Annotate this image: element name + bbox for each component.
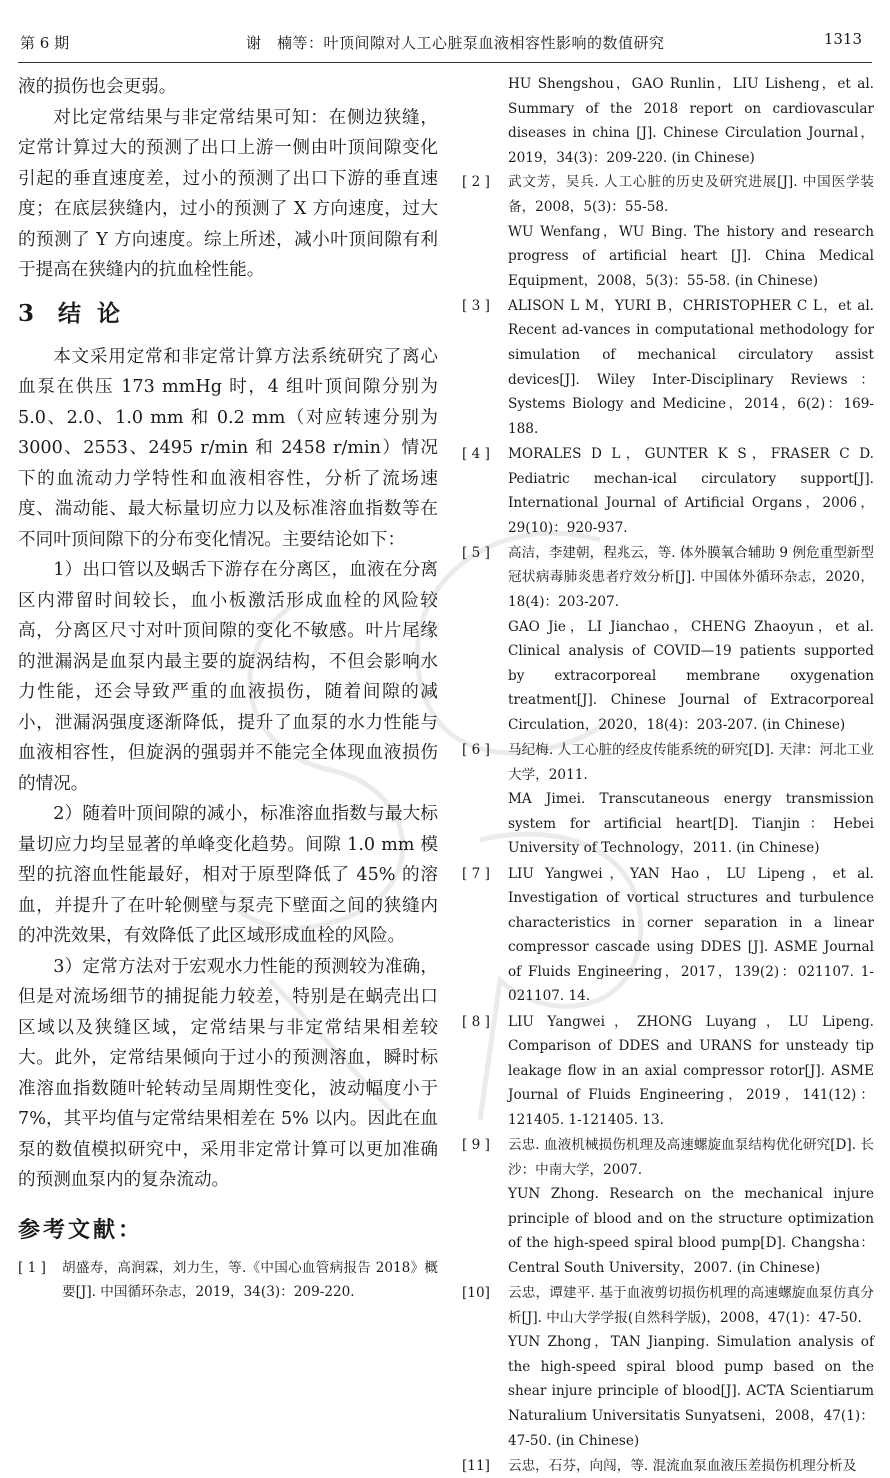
reference-number: [ 2 ]	[462, 174, 490, 191]
reference-text: 高洁，李建朝，程兆云，等. 体外膜氧合辅助 9 例危重型新型冠状病毒肺炎患者疗效分析[J]. 中国体外循环杂志，2020，18(4)：203-207.	[508, 544, 874, 610]
reference-translation-continued: HU Shengshou，GAO Runlin，LIU Lisheng，et al. Summary of the 2018 report on cardiovascular diseases in china [J]. Chinese Circulation Journal，2019，34(3)：209-220. (in Chinese)	[508, 76, 874, 166]
conclusion-item-3: 3）定常方法对于宏观水力性能的预测较为准确，但是对流场细节的捕捉能力较差，特别是在蜗壳出口区域以及狭缝区域，定常结果与非定常结果相差较大。此外，定常结果倾向于过小的预测溶血，瞬时标准溶血指数随叶轮转动呈周期性变化，波动幅度小于 7%，其平均值与定常结果相差在 5% 以内。因此在血泵的数值模拟研究中，采用非定常计算可以更加准确的预测血泵内的复杂流动。	[18, 956, 438, 1190]
reference-translation: MA Jimei. Transcutaneous energy transmission system for artificial heart[D]. Tianjin：Hebei University of Technology，2011. (in Chinese)	[508, 791, 874, 857]
reference-entry	[462, 541, 874, 738]
reference-text: 云忠，石芬，向闯，等. 混流血泵血液压差损伤机理分析及	[508, 1457, 857, 1474]
reference-text: 胡盛寿，高润霖，刘力生，等.《中国心血管病报告 2018》概要[J]. 中国循环杂志，2019，34(3)：209-220.	[62, 1259, 438, 1301]
reference-entry	[462, 294, 874, 442]
reference-translation: WU Wenfang，WU Bing. The history and research progress of artificial heart [J]. China Medical Equipment，2008，5(3)：55-58. (in Chinese)	[508, 223, 874, 289]
reference-text: ALISON L M，YURI B，CHRISTOPHER C L，et al. Recent ad-vances in computational methodology for simulation of mechanical circulatory assist devices[J]. Wiley Inter-Disciplinary Reviews：Systems Biology and Medicine，2014，6(2)：169-188.	[508, 297, 874, 437]
reference-number: [ 9 ]	[462, 1137, 490, 1154]
reference-text: 武文芳，吴兵. 人工心脏的历史及研究进展[J]. 中国医学装备，2008，5(3)：55-58.	[508, 174, 874, 215]
reference-entry	[462, 1133, 874, 1281]
references-heading: 参考文献：	[18, 1216, 144, 1243]
section-title: 结论	[58, 299, 136, 327]
reference-entry	[462, 738, 874, 861]
reference-entry	[462, 1010, 874, 1133]
left-column	[18, 72, 438, 1305]
reference-entry	[462, 1281, 874, 1453]
reference-number: [ 7 ]	[462, 865, 490, 882]
reference-translation: YUN Zhong，TAN Jianping. Simulation analysis of the high-speed spiral blood pump based on the shear injure principle of blood[J]. ACTA Scientiarum Naturalium Universitatis Sunyatseni，2008，47(1)：47-50. (in Chinese)	[508, 1334, 874, 1449]
body-paragraph-continued: 液的损伤也会更弱。	[18, 77, 177, 97]
reference-text: 马纪梅. 人工心脏的经皮传能系统的研究[D]. 天津：河北工业大学，2011.	[508, 742, 874, 783]
reference-text: 云忠，谭建平. 基于血液剪切损伤机理的高速螺旋血泵仿真分析[J]. 中山大学学报(自然科学版)，2008，47(1)：47-50.	[508, 1285, 874, 1326]
running-title: 谢 楠等：叶顶间隙对人工心脏泵血液相容性影响的数值研究	[246, 34, 665, 52]
reference-text: MORALES D L，GUNTER K S，FRASER C D. Pediatric mechan-ical circulatory support[J]. International Journal of Artificial Organs，2006，29(10)：920-937.	[508, 445, 874, 536]
reference-entry	[462, 1454, 874, 1478]
page-number: 1313	[823, 30, 862, 48]
reference-entry	[462, 862, 874, 1010]
body-paragraph-comparison: 对比定常结果与非定常结果可知：在侧边狭缝，定常计算过大的预测了出口上游一侧由叶顶间隙变化引起的垂直速度差，过小的预测了出口下游的垂直速度；在底层狭缝内，过小的预测了 X 方向速度，过大的预测了 Y 方向速度。综上所述，减小叶顶间隙有利于提高在狭缝内的抗血栓性能。	[18, 107, 438, 280]
reference-text: LIU Yangwei，ZHONG Luyang，LU Lipeng. Comparison of DDES and URANS for unsteady tip leakage flow in an axial compressor rotor[J]. ASME Journal of Fluids Engineering，2019，141(12)：121405. 1-121405. 13.	[508, 1013, 874, 1128]
reference-number: [ 3 ]	[462, 297, 490, 314]
conclusion-item-1: 1）出口管以及蜗舌下游存在分离区，血液在分离区内滞留时间较长，血小板激活形成血栓的风险较高，分离区尺寸对叶顶间隙的变化不敏感。叶片尾缘的泄漏涡是血泵内最主要的旋涡结构，不但会影响水力性能，还会导致严重的血液损伤，随着间隙的减小，泄漏涡强度逐渐降低，提升了血泵的水力性能与血液相容性，但旋涡的强弱并不能完全体现血液损伤的情况。	[18, 560, 438, 794]
reference-number: [10]	[462, 1285, 490, 1302]
reference-number: [11]	[462, 1457, 490, 1474]
reference-number: [ 6 ]	[462, 742, 490, 759]
reference-entry	[18, 1256, 438, 1305]
reference-entry	[462, 170, 874, 293]
right-column	[462, 72, 874, 1478]
reference-text: 云忠. 血液机械损伤机理及高速螺旋血泵结构优化研究[D]. 长沙：中南大学，2007.	[508, 1137, 874, 1178]
reference-entry	[462, 442, 874, 540]
journal-issue: 第 6 期	[20, 34, 70, 52]
reference-text: LIU Yangwei，YAN Hao，LU Lipeng，et al. Investigation of vortical structures and turbulence characteristics in corner separation in a linear compressor cascade using DDES [J]. ASME Journal of Fluids Engineering，2017，139(2)：021107. 1-021107. 14.	[508, 865, 874, 1005]
reference-number: [ 4 ]	[462, 445, 490, 462]
reference-number: [ 8 ]	[462, 1013, 490, 1030]
reference-translation: GAO Jie，LI Jianchao，CHENG Zhaoyun，et al. Clinical analysis of COVID—19 patients supported by extracorporeal membrane oxygenation treatment[J]. Chinese Journal of Extracorporeal Circulation，2020，18(4)：203-207. (in Chinese)	[508, 618, 874, 733]
reference-number: [ 5 ]	[462, 544, 490, 561]
reference-number: [ 1 ]	[18, 1259, 46, 1276]
running-header	[18, 0, 872, 63]
section-number: 3	[18, 299, 35, 327]
conclusion-item-2: 2）随着叶顶间隙的减小，标准溶血指数与最大标量切应力均呈显著的单峰变化趋势。间隙 1.0 mm 模型的抗溶血性能最好，相对于原型降低了 45% 的溶血，并提升了在叶轮侧壁与泵壳下壁面之间的狭缝内的冲洗效果，有效降低了此区域形成血栓的风险。	[18, 804, 438, 946]
conclusion-intro-paragraph: 本文采用定常和非定常计算方法系统研究了离心血泵在供压 173 mmHg 时，4 组叶顶间隙分别为 5.0、2.0、1.0 mm 和 0.2 mm（对应转速分别为 3000、2553、2495 r/min 和 2458 r/min）情况下的血流动力学特性和血液相容性，分析了流场速度、湍动能、最大标量切应力以及标准溶血指数等在不同叶顶间隙下的分布变化情况。主要结论如下：	[18, 346, 438, 550]
section-heading-conclusion	[18, 298, 438, 330]
reference-translation: YUN Zhong. Research on the mechanical injure principle of blood and on the structure optimization of the high-speed spiral blood pump[D]. Changsha：Central South University，2007. (in Chinese)	[508, 1186, 874, 1276]
